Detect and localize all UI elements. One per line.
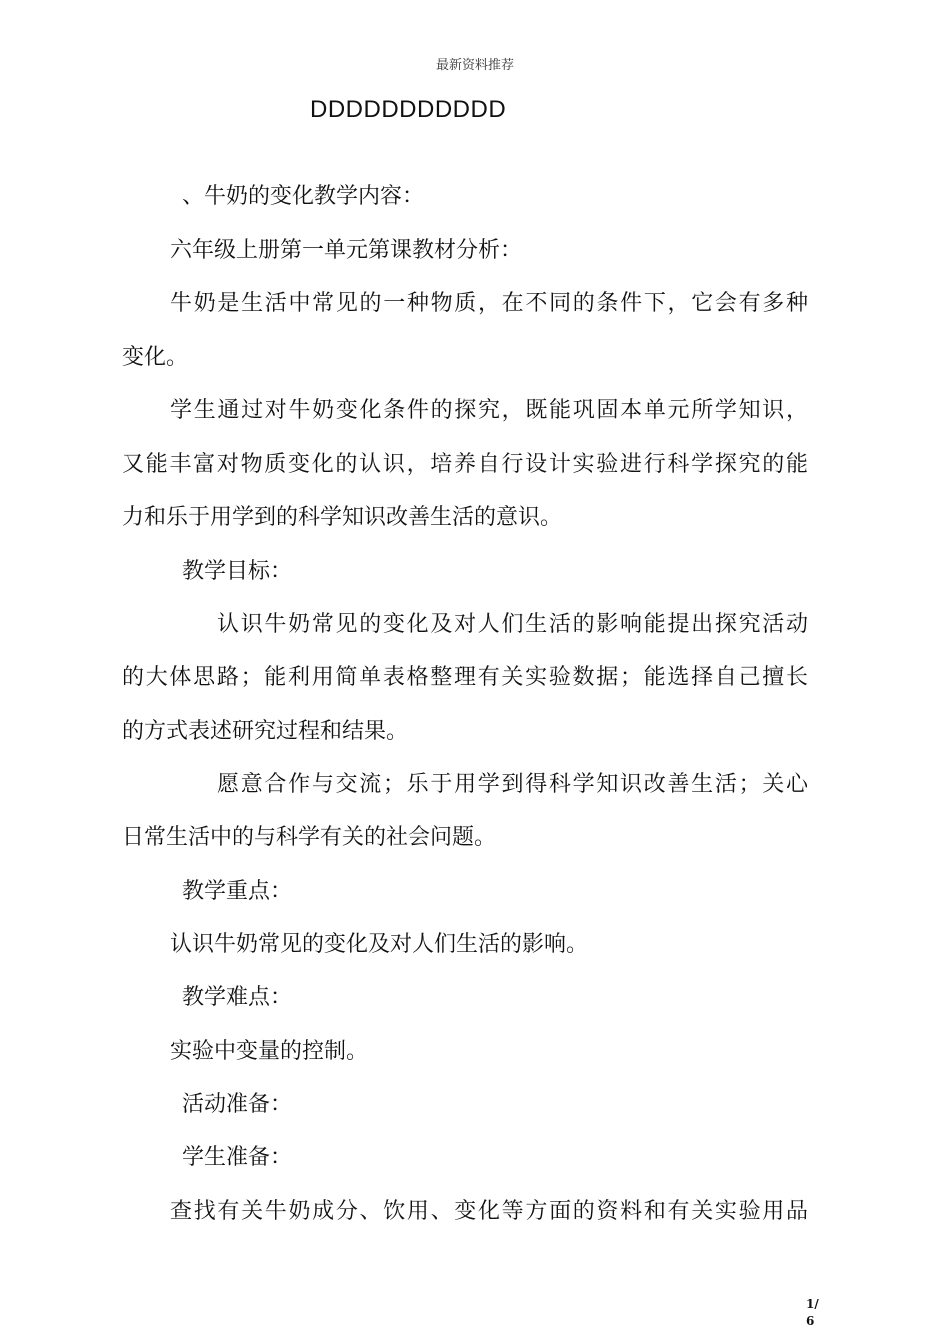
text-line: 愿意合作与交流；乐于用学到得科学知识改善生活；关心 [217, 772, 808, 797]
text-line: 教学难点： [182, 985, 293, 1010]
text-line: 教学重点： [182, 879, 293, 904]
text-line: 学生通过对牛奶变化条件的探究，既能巩固本单元所学知识， [170, 398, 808, 423]
text-line: 认识牛奶常见的变化及对人们生活的影响。 [170, 932, 589, 957]
text-line: 日常生活中的与科学有关的社会问题。 [122, 825, 497, 850]
page-number [806, 1296, 819, 1330]
text-line: 学生准备： [182, 1145, 293, 1170]
page-number-total: 6 [806, 1314, 815, 1328]
text-line: 实验中变量的控制。 [170, 1039, 369, 1064]
text-line: 认识牛奶常见的变化及对人们生活的影响能提出探究活动 [217, 612, 808, 637]
text-line: 活动准备： [182, 1092, 293, 1117]
page-number-current: 1/ [806, 1297, 819, 1311]
document-title: DDDDDDDDDDD [310, 96, 507, 123]
text-line: 的大体思路；能利用简单表格整理有关实验数据；能选择自己擅长 [122, 665, 808, 690]
text-line: 六年级上册第一单元第课教材分析： [170, 238, 523, 263]
text-line: 又能丰富对物质变化的认识，培养自行设计实验进行科学探究的能 [122, 452, 808, 477]
text-line: 牛奶是生活中常见的一种物质，在不同的条件下，它会有多种 [170, 291, 808, 316]
text-line: 教学目标： [182, 559, 293, 584]
text-line: 变化。 [122, 345, 189, 370]
text-line: 、牛奶的变化教学内容： [182, 184, 425, 209]
page-header: 最新资料推荐 [435, 58, 514, 73]
text-line: 查找有关牛奶成分、饮用、变化等方面的资料和有关实验用品 [170, 1199, 808, 1224]
text-line: 力和乐于用学到的科学知识改善生活的意识。 [122, 505, 563, 530]
text-line: 的方式表述研究过程和结果。 [122, 719, 409, 744]
